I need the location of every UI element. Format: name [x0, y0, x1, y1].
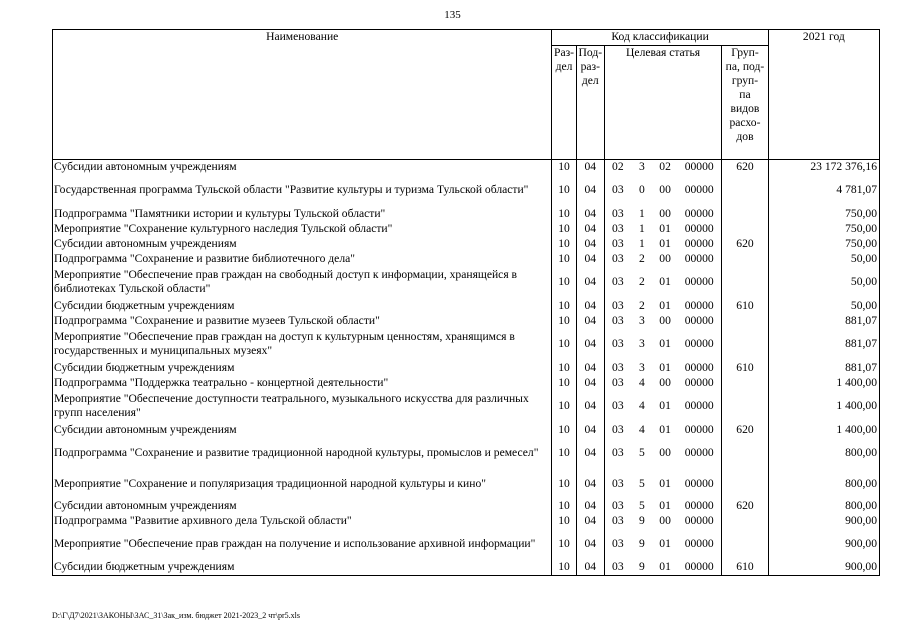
row-t3: 00	[659, 206, 671, 220]
row-rz: 10	[552, 266, 576, 298]
row-t3: 01	[659, 221, 671, 235]
row-t4: 00000	[677, 390, 721, 422]
row-t3: 01	[659, 537, 671, 550]
row-t2: 5	[638, 498, 645, 512]
row-pr: 04	[576, 206, 604, 221]
row-t3: 01	[659, 236, 671, 250]
row-name: Мероприятие "Сохранение и популяризация традиционной народной культуры и кино"	[53, 469, 552, 498]
table-row	[53, 221, 880, 236]
row-sum: 900,00	[768, 560, 879, 575]
row-t2: 2	[638, 275, 645, 288]
row-t3: 01	[659, 298, 671, 312]
row-rz: 10	[552, 437, 576, 469]
row-rz: 10	[552, 498, 576, 513]
row-sum: 23 172 376,16	[768, 160, 879, 175]
row-t1: 03	[604, 206, 630, 221]
row-t3: 02	[659, 160, 671, 173]
row-pr: 04	[576, 160, 604, 175]
row-t1: 03	[604, 313, 630, 328]
row-t1: 03	[604, 266, 630, 298]
row-rz: 10	[552, 560, 576, 575]
row-name: Подпрограмма "Сохранение и развитие библиотечного дела"	[53, 251, 552, 266]
row-rz: 10	[552, 236, 576, 251]
row-sum: 750,00	[768, 206, 879, 221]
row-t3: 00	[659, 513, 671, 527]
row-t1: 03	[604, 236, 630, 251]
table-header	[53, 30, 880, 160]
header-name: Наименование	[53, 30, 552, 160]
row-t3: 01	[659, 360, 671, 374]
row-t4: 00000	[677, 298, 721, 313]
row-t4: 00000	[677, 437, 721, 469]
row-t3: 00	[659, 446, 671, 459]
row-pr: 04	[576, 236, 604, 251]
row-pr: 04	[576, 313, 604, 328]
row-t3: 01	[653, 560, 677, 575]
row-t3: 01	[659, 498, 671, 512]
row-t2: 3	[638, 160, 645, 173]
header-expense-group: Груп- па, под- груп- па видов расхо- дов	[722, 46, 769, 160]
table-row	[53, 206, 880, 221]
row-name: Государственная программа Тульской области "Развитие культуры и туризма Тульской области"	[53, 174, 552, 206]
row-rz: 10	[552, 422, 576, 437]
row-name: Субсидии автономным учреждениям	[53, 160, 552, 175]
row-rz: 10	[552, 390, 576, 422]
row-pr: 04	[576, 528, 604, 560]
row-sum: 50,00	[768, 266, 879, 298]
row-rz: 10	[552, 469, 576, 498]
row-t2: 9	[638, 537, 645, 550]
row-vr	[722, 375, 769, 390]
row-t1: 03	[604, 437, 630, 469]
row-name: Субсидии автономным учреждениям	[53, 422, 552, 437]
row-sum: 1 400,00	[768, 390, 879, 422]
row-t2: 4	[638, 399, 645, 412]
row-vr: 620	[722, 236, 769, 251]
table-row	[53, 360, 880, 375]
row-t1: 03	[604, 390, 630, 422]
table-row	[53, 236, 880, 251]
row-sum: 50,00	[768, 251, 879, 266]
row-name: Субсидии автономным учреждениям	[53, 498, 552, 513]
header-section: Раз- дел	[552, 46, 576, 160]
row-vr	[722, 513, 769, 528]
row-sum: 750,00	[768, 221, 879, 236]
table-row	[53, 437, 880, 469]
row-t1: 03	[604, 469, 630, 498]
row-name: Мероприятие "Обеспечение прав граждан на свободный доступ к информации, хранящейся в библиотеках Тульской области"	[53, 266, 552, 298]
table-row	[53, 528, 880, 560]
table-row	[53, 390, 880, 422]
row-sum: 50,00	[768, 298, 879, 313]
row-vr: 620	[722, 498, 769, 513]
row-vr: 620	[722, 160, 769, 175]
table-row	[53, 513, 880, 528]
row-vr: 610	[722, 298, 769, 313]
row-t1: 03	[604, 560, 630, 575]
row-vr	[722, 174, 769, 206]
row-t4: 00000	[677, 469, 721, 498]
row-name: Подпрограмма "Развитие архивного дела Тульской области"	[53, 513, 552, 528]
row-t2: 4	[638, 422, 645, 436]
row-t1: 03	[604, 221, 630, 236]
row-vr	[722, 328, 769, 360]
row-sum: 4 781,07	[768, 174, 879, 206]
row-t1: 03	[604, 174, 630, 206]
row-vr	[722, 206, 769, 221]
row-t3: 00	[659, 313, 671, 327]
row-t2: 2	[638, 251, 645, 265]
table-row	[53, 498, 880, 513]
row-pr: 04	[576, 437, 604, 469]
row-vr	[722, 313, 769, 328]
row-vr	[722, 221, 769, 236]
row-name: Подпрограмма "Поддержка театрально - концертной деятельности"	[53, 375, 552, 390]
header-year: 2021 год	[768, 30, 879, 160]
row-sum: 900,00	[768, 513, 879, 528]
row-t2: 9	[638, 513, 645, 527]
table-row	[53, 266, 880, 298]
row-t4: 00000	[677, 513, 721, 528]
row-vr	[722, 437, 769, 469]
row-name: Подпрограмма "Памятники истории и культуры Тульской области"	[53, 206, 552, 221]
table-row	[53, 375, 880, 390]
row-t3: 01	[659, 337, 671, 350]
table-row	[53, 174, 880, 206]
row-name: Мероприятие "Сохранение культурного наследия Тульской области"	[53, 221, 552, 236]
table-row	[53, 560, 880, 575]
row-t4: 00000	[677, 328, 721, 360]
table-row	[53, 328, 880, 360]
row-t2: 3	[638, 337, 645, 350]
row-t2: 5	[638, 446, 645, 459]
table-row	[53, 251, 880, 266]
row-t2: 1	[638, 221, 645, 235]
row-name: Подпрограмма "Сохранение и развитие традиционной народной культуры, промыслов и ремесел"	[53, 437, 552, 469]
table-row	[53, 160, 880, 175]
row-rz: 10	[552, 360, 576, 375]
row-pr: 04	[576, 251, 604, 266]
row-t4: 00000	[677, 528, 721, 560]
row-t1: 03	[604, 251, 630, 266]
row-t1: 03	[604, 298, 630, 313]
row-pr: 04	[576, 266, 604, 298]
row-rz: 10	[552, 298, 576, 313]
row-t4: 00000	[677, 498, 721, 513]
row-t4: 00000	[677, 236, 721, 251]
row-t2: 5	[638, 476, 645, 490]
row-t2: 0	[638, 183, 645, 196]
row-vr: 620	[722, 422, 769, 437]
row-name: Субсидии бюджетным учреждениям	[53, 560, 552, 575]
row-rz: 10	[552, 221, 576, 236]
row-t4: 00000	[677, 221, 721, 236]
row-rz: 10	[552, 206, 576, 221]
row-t1: 03	[604, 375, 630, 390]
row-vr	[722, 251, 769, 266]
row-name: Субсидии бюджетным учреждениям	[53, 298, 552, 313]
table-row	[53, 469, 880, 498]
row-t4: 00000	[677, 422, 721, 437]
row-t1: 03	[604, 528, 630, 560]
row-t1: 03	[604, 498, 630, 513]
row-t4: 00000	[677, 266, 721, 298]
row-t1: 03	[604, 422, 630, 437]
row-pr: 04	[576, 375, 604, 390]
row-vr	[722, 390, 769, 422]
row-sum: 750,00	[768, 236, 879, 251]
row-rz: 10	[552, 160, 576, 175]
row-t4: 00000	[677, 560, 721, 575]
row-name: Субсидии автономным учреждениям	[53, 236, 552, 251]
row-t3: 00	[659, 375, 671, 389]
row-t2: 2	[638, 298, 645, 312]
row-pr: 04	[576, 469, 604, 498]
budget-table	[52, 29, 880, 576]
row-t3: 00	[659, 251, 671, 265]
row-vr: 610	[722, 360, 769, 375]
row-vr: 610	[722, 560, 769, 575]
row-pr: 04	[576, 513, 604, 528]
row-sum: 1 400,00	[768, 375, 879, 390]
header-target-article: Целевая статья	[604, 46, 721, 160]
row-sum: 800,00	[768, 437, 879, 469]
row-t1: 03	[604, 513, 630, 528]
row-t4: 00000	[677, 251, 721, 266]
row-t2: 3	[638, 360, 645, 374]
row-pr: 04	[576, 560, 604, 575]
row-t4: 00000	[677, 160, 721, 175]
row-rz: 10	[552, 513, 576, 528]
row-pr: 04	[576, 498, 604, 513]
row-vr	[722, 266, 769, 298]
row-pr: 04	[576, 221, 604, 236]
row-name: Подпрограмма "Сохранение и развитие музеев Тульской области"	[53, 313, 552, 328]
row-t1: 03	[604, 360, 630, 375]
file-path-footer: D:\Г\Д7\2021\ЗАКОНЫ\ЗАС_31\Зак_изм. бюджет 2021-2023_2 чт\pr5.xls	[52, 611, 301, 620]
row-t3: 01	[659, 476, 671, 490]
row-rz: 10	[552, 174, 576, 206]
row-t4: 00000	[677, 360, 721, 375]
row-pr: 04	[576, 174, 604, 206]
row-t1: 02	[604, 160, 630, 175]
row-t3: 01	[659, 422, 671, 436]
row-t2: 9	[631, 560, 653, 575]
row-pr: 04	[576, 328, 604, 360]
row-t4: 00000	[677, 313, 721, 328]
row-rz: 10	[552, 375, 576, 390]
row-pr: 04	[576, 422, 604, 437]
header-code: Код классификации	[552, 30, 768, 46]
row-t2: 4	[638, 375, 645, 389]
row-pr: 04	[576, 298, 604, 313]
row-name: Субсидии бюджетным учреждениям	[53, 360, 552, 375]
row-rz: 10	[552, 528, 576, 560]
row-vr	[722, 469, 769, 498]
row-t3: 01	[659, 399, 671, 412]
row-t4: 00000	[677, 206, 721, 221]
row-sum: 881,07	[768, 360, 879, 375]
row-pr: 04	[576, 390, 604, 422]
row-sum: 900,00	[768, 528, 879, 560]
table-row	[53, 313, 880, 328]
row-t3: 01	[659, 275, 671, 288]
row-sum: 800,00	[768, 498, 879, 513]
page-number: 135	[444, 9, 461, 21]
row-rz: 10	[552, 328, 576, 360]
row-name: Мероприятие "Обеспечение доступности театрального, музыкального искусства для различных групп населения"	[53, 390, 552, 422]
row-t2: 1	[638, 236, 645, 250]
row-t3: 00	[659, 183, 671, 196]
row-name: Мероприятие "Обеспечение прав граждан на доступ к культурным ценностям, хранящимся в государственных и муниципальных музеях"	[53, 328, 552, 360]
row-name: Мероприятие "Обеспечение прав граждан на получение и использование архивной информации"	[53, 528, 552, 560]
row-sum: 881,07	[768, 328, 879, 360]
table-row	[53, 298, 880, 313]
row-sum: 1 400,00	[768, 422, 879, 437]
row-rz: 10	[552, 313, 576, 328]
row-t2: 3	[638, 313, 645, 327]
row-vr	[722, 528, 769, 560]
row-sum: 881,07	[768, 313, 879, 328]
row-t2: 1	[638, 206, 645, 220]
table-row	[53, 422, 880, 437]
row-pr: 04	[576, 360, 604, 375]
header-subsection: Под- раз- дел	[576, 46, 604, 160]
row-sum: 800,00	[768, 469, 879, 498]
row-rz: 10	[552, 251, 576, 266]
row-t4: 00000	[677, 375, 721, 390]
table-body	[53, 160, 880, 576]
row-t1: 03	[604, 328, 630, 360]
row-t4: 00000	[677, 174, 721, 206]
